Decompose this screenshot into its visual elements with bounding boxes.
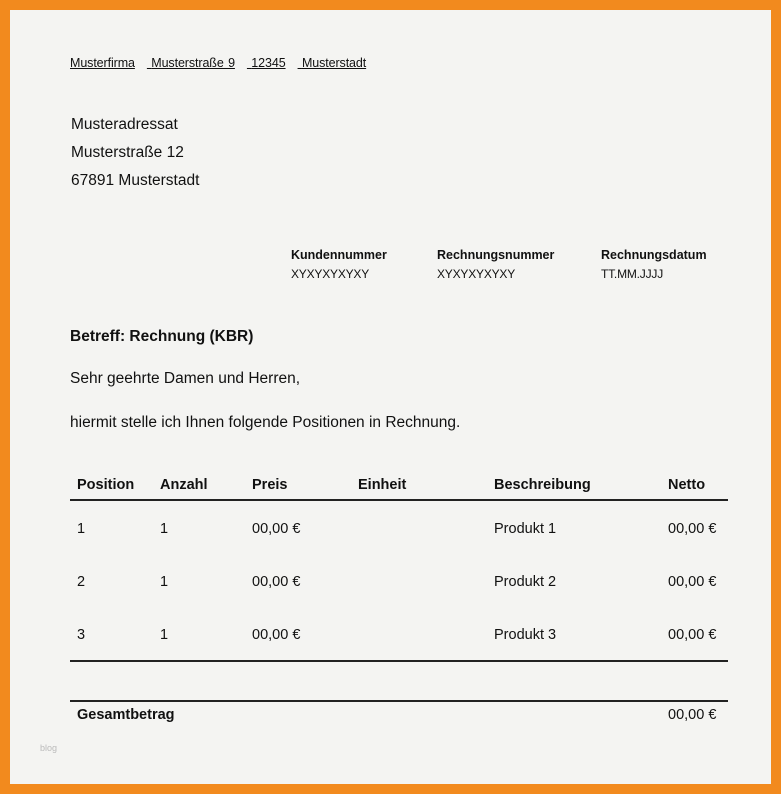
meta-value: TT.MM.JJJJ (601, 267, 663, 281)
meta-label: Rechnungsnummer (437, 248, 555, 262)
meta-value: XYXYXYXYXY (291, 267, 370, 281)
subject-line: Betreff: Rechnung (KBR) (70, 328, 254, 345)
total-divider (70, 700, 728, 702)
cell-beschreibung: Produkt 2 (494, 574, 557, 590)
meta-customer-number (291, 248, 387, 281)
meta-label: Kundennummer (291, 248, 387, 262)
invoice-document (10, 10, 771, 784)
cell-anzahl: 1 (160, 627, 169, 643)
cell-beschreibung: Produkt 3 (494, 627, 557, 643)
meta-label: Rechnungsdatum (601, 248, 707, 262)
watermark-text: blog (40, 743, 58, 753)
sender-street: Musterstraße 9 (151, 56, 235, 70)
recipient-name: Musteradressat (71, 116, 178, 133)
table-bottom-divider (70, 660, 728, 662)
cell-preis: 00,00 € (252, 627, 301, 643)
recipient-city: 67891 Musterstadt (71, 172, 200, 189)
cell-netto: 00,00 € (668, 521, 717, 537)
col-header-anzahl: Anzahl (160, 477, 208, 493)
sender-zip: 12345 (251, 56, 286, 70)
header-divider (70, 499, 728, 501)
cell-netto: 00,00 € (668, 574, 717, 590)
salutation: Sehr geehrte Damen und Herren, (70, 370, 301, 387)
col-header-beschreibung: Beschreibung (494, 477, 591, 493)
cell-preis: 00,00 € (252, 521, 301, 537)
cell-position: 2 (77, 574, 86, 590)
cell-position: 3 (77, 627, 86, 643)
cell-beschreibung: Produkt 1 (494, 521, 557, 537)
recipient-address (71, 111, 199, 195)
sender-city: Musterstadt (301, 56, 367, 70)
total-value: 00,00 € (668, 707, 717, 723)
cell-netto: 00,00 € (668, 627, 717, 643)
sender-company: Musterfirma (70, 56, 135, 70)
meta-invoice-number (437, 248, 554, 281)
col-header-einheit: Einheit (358, 477, 407, 493)
meta-invoice-date (601, 248, 707, 281)
total-label: Gesamtbetrag (77, 707, 175, 723)
sender-line (70, 56, 378, 70)
cell-anzahl: 1 (160, 521, 169, 537)
cell-position: 1 (77, 521, 86, 537)
intro-text: hiermit stelle ich Ihnen folgende Positionen in Rechnung. (70, 414, 461, 431)
recipient-street: Musterstraße 12 (71, 144, 184, 161)
cell-preis: 00,00 € (252, 574, 301, 590)
meta-value: XYXYXYXYXY (437, 267, 516, 281)
col-header-preis: Preis (252, 477, 288, 493)
col-header-netto: Netto (668, 477, 706, 493)
col-header-position: Position (77, 477, 135, 493)
cell-anzahl: 1 (160, 574, 169, 590)
